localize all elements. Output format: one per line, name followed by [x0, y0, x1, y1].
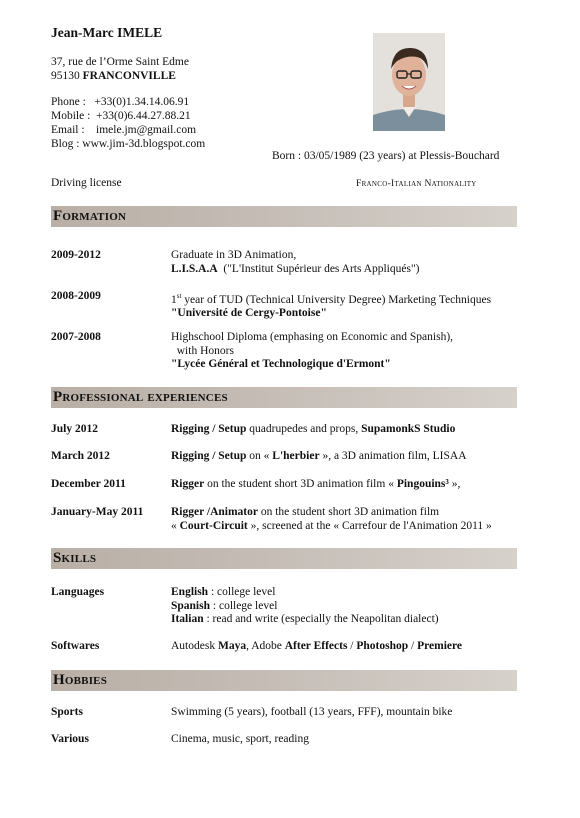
school-name: L.I.S.A.A: [171, 262, 218, 275]
experience-date: July 2012: [51, 423, 98, 435]
experience-date: January-May 2011: [51, 506, 144, 518]
skill-label: Languages: [51, 586, 105, 598]
language-name: English: [171, 586, 209, 598]
ordinal-suffix: st: [176, 292, 182, 300]
software-text: , Adobe: [246, 640, 285, 652]
formation-line: [171, 358, 521, 372]
address-postcode: 95130: [51, 70, 83, 82]
formation-line: [171, 307, 521, 321]
address-street: 37, rue de l’Orme Saint Edme: [51, 56, 189, 68]
formation-details: [171, 249, 521, 276]
language-level: : college level: [208, 586, 276, 598]
language-list: [171, 586, 521, 627]
software-list: [171, 640, 521, 654]
software-name: After Effects: [284, 640, 348, 652]
exp-text: »,: [448, 478, 461, 490]
role: Rigger /Animator: [171, 506, 258, 518]
nationality: Franco-Italian Nationality: [356, 179, 477, 189]
blog-line: Blog : www.jim-3d.blogspot.com: [51, 138, 206, 150]
hobby-value: Swimming (5 years), football (13 years, FFF), mountain bike: [171, 706, 453, 718]
role: Rigging / Setup: [171, 450, 247, 462]
email-line: Email : imele.jm@gmail.com: [51, 124, 197, 136]
driving-license: Driving license: [51, 177, 122, 189]
experience-desc: [171, 478, 521, 492]
skill-label: Softwares: [51, 640, 100, 652]
hobby-value: Cinema, music, sport, reading: [171, 733, 309, 745]
experience-desc: [171, 506, 521, 533]
formation-years: 2007-2008: [51, 331, 101, 343]
section-experiences: [51, 387, 517, 408]
exp-text: on «: [246, 450, 273, 462]
hobby-label: Various: [51, 733, 89, 745]
role: Rigging / Setup: [171, 423, 247, 435]
experience-date: March 2012: [51, 450, 110, 462]
formation-line: [171, 263, 521, 277]
formation-details: [171, 290, 521, 321]
formation-line: with Honors: [171, 344, 234, 357]
address-block: [51, 55, 189, 83]
exp-text: », screened at the « Carrefour de l'Animation 2011 »: [247, 519, 492, 532]
language-item: [171, 613, 521, 627]
section-hobbies: [51, 670, 517, 691]
software-sep: /: [408, 640, 418, 652]
language-level: : read and write (especially the Neapolitan dialect): [203, 613, 439, 625]
candidate-name: Jean-Marc IMELE: [51, 25, 163, 40]
exp-text: «: [171, 519, 180, 532]
exp-text: », a 3D animation film, LISAA: [319, 450, 467, 462]
birth-info: Born : 03/05/1989 (23 years) at Plessis-Bouchard: [272, 150, 500, 162]
section-title: Skills: [53, 550, 97, 566]
mobile-line: Mobile : +33(0)6.44.27.88.21: [51, 110, 191, 122]
section-title: Professional experiences: [53, 389, 228, 405]
software-name: Maya: [217, 640, 247, 652]
role: Rigger: [171, 478, 205, 490]
school-name: "Lycée Général et Technologique d'Ermont": [171, 358, 391, 370]
language-level: : college level: [210, 599, 278, 612]
formation-years: 2008-2009: [51, 290, 101, 302]
section-title: Hobbies: [53, 672, 108, 688]
contact-block: [51, 95, 205, 151]
experience-date: December 2011: [51, 478, 126, 490]
software-name: Photoshop: [356, 640, 409, 652]
language-item: [171, 586, 521, 600]
experience-desc: [171, 423, 521, 437]
exp-text: on the student short 3D animation film «: [204, 478, 397, 490]
formation-line: Highschool Diploma (emphasing on Economic and Spanish),: [171, 331, 454, 343]
formation-line: [171, 290, 521, 307]
exp-text: quadrupedes and props,: [246, 423, 362, 435]
language-name: Italian: [171, 613, 204, 625]
hobby-label: Sports: [51, 706, 83, 718]
school-name: "Université de Cergy-Pontoise": [171, 307, 327, 320]
software-text: Autodesk: [171, 640, 218, 652]
project: Pingouins³: [396, 478, 449, 490]
formation-years: 2009-2012: [51, 249, 101, 261]
project: Court-Circuit: [179, 519, 248, 532]
profile-photo: [373, 33, 445, 131]
formation-details: [171, 331, 521, 372]
company: SupamonkS Studio: [361, 423, 456, 435]
address-city: FRANCONVILLE: [82, 70, 176, 82]
exp-text: on the student short 3D animation film: [257, 506, 440, 518]
project: L'herbier: [272, 450, 320, 462]
section-skills: [51, 548, 517, 569]
formation-line: Graduate in 3D Animation,: [171, 249, 297, 261]
language-item: [171, 600, 521, 614]
school-desc: ("L'Institut Supérieur des Arts Appliqués"): [217, 262, 420, 275]
section-title: Formation: [53, 208, 127, 224]
address-city-line: [51, 69, 189, 83]
language-name: Spanish: [171, 599, 211, 612]
ordinal: 1: [171, 293, 177, 306]
degree-desc: year of TUD (Technical University Degree) Marketing Techniques: [181, 293, 492, 306]
software-name: Premiere: [417, 640, 463, 652]
software-sep: /: [347, 640, 357, 652]
phone-line: Phone : +33(0)1.34.14.06.91: [51, 96, 190, 108]
section-formation: [51, 206, 517, 227]
exp-line: [171, 506, 521, 520]
experience-desc: [171, 450, 521, 464]
exp-line: [171, 520, 521, 534]
